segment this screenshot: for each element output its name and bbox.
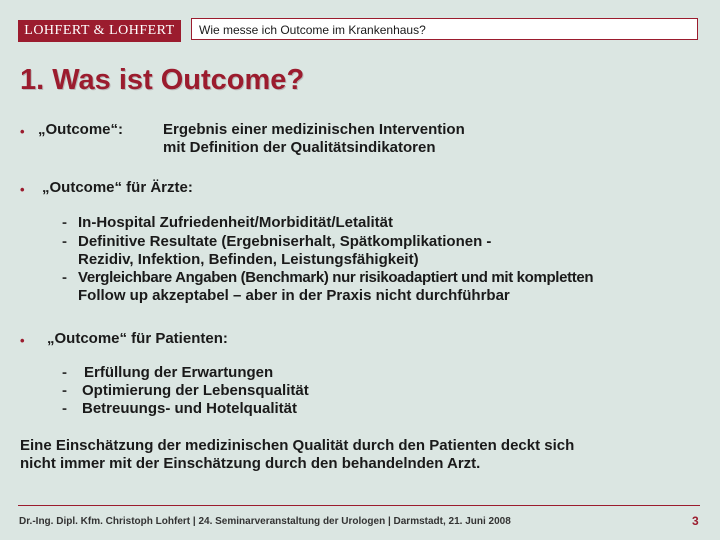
list-item: Definitive Resultate (Ergebniserhalt, Spätkomplikationen - (78, 233, 492, 250)
bullet-icon: • (20, 124, 25, 139)
conclusion-line2: nicht immer mit der Einschätzung durch den behandelnden Arzt. (20, 455, 481, 472)
page-number: 3 (692, 514, 699, 528)
list-item: In-Hospital Zufriedenheit/Morbidität/Letalität (78, 214, 393, 231)
dash-icon: - (62, 269, 67, 286)
presentation-title-box: Wie messe ich Outcome im Krankenhaus? (191, 18, 698, 40)
section-2-label: „Outcome“ für Ärzte: (42, 179, 193, 196)
footer-text: Dr.-Ing. Dipl. Kfm. Christoph Lohfert | 24. Seminarveranstaltung der Urologen | Darmstadt, 21. Juni 2008 (19, 516, 511, 527)
list-item: Vergleichbare Angaben (Benchmark) nur risikoadaptiert und mit kompletten (78, 269, 594, 286)
bullet-icon: • (20, 182, 25, 197)
conclusion-line1: Eine Einschätzung der medizinischen Qualität durch den Patienten deckt sich (20, 437, 575, 454)
section-1-label: „Outcome“: (38, 121, 124, 138)
dash-icon: - (62, 382, 67, 399)
list-item-continuation: Follow up akzeptabel – aber in der Praxis nicht durchführbar (78, 287, 510, 304)
company-logo: LOHFERT & LOHFERT (18, 20, 181, 42)
section-3-label: „Outcome“ für Patienten: (47, 330, 228, 347)
section-1-definition-line1: Ergebnis einer medizinischen Intervention (163, 121, 465, 138)
dash-icon: - (62, 364, 67, 381)
list-item-continuation: Rezidiv, Infektion, Befinden, Leistungsfähigkeit) (78, 251, 419, 268)
section-1-definition-line2: mit Definition der Qualitätsindikatoren (163, 139, 436, 156)
list-item: Betreuungs- und Hotelqualität (82, 400, 297, 417)
list-item: Optimierung der Lebensqualität (82, 382, 309, 399)
list-item: Erfüllung der Erwartungen (84, 364, 274, 381)
bullet-icon: • (20, 333, 25, 348)
footer-divider (18, 505, 700, 506)
dash-icon: - (62, 214, 67, 231)
dash-icon: - (62, 400, 67, 417)
dash-icon: - (62, 233, 67, 250)
slide-title: 1. Was ist Outcome? (20, 64, 305, 96)
